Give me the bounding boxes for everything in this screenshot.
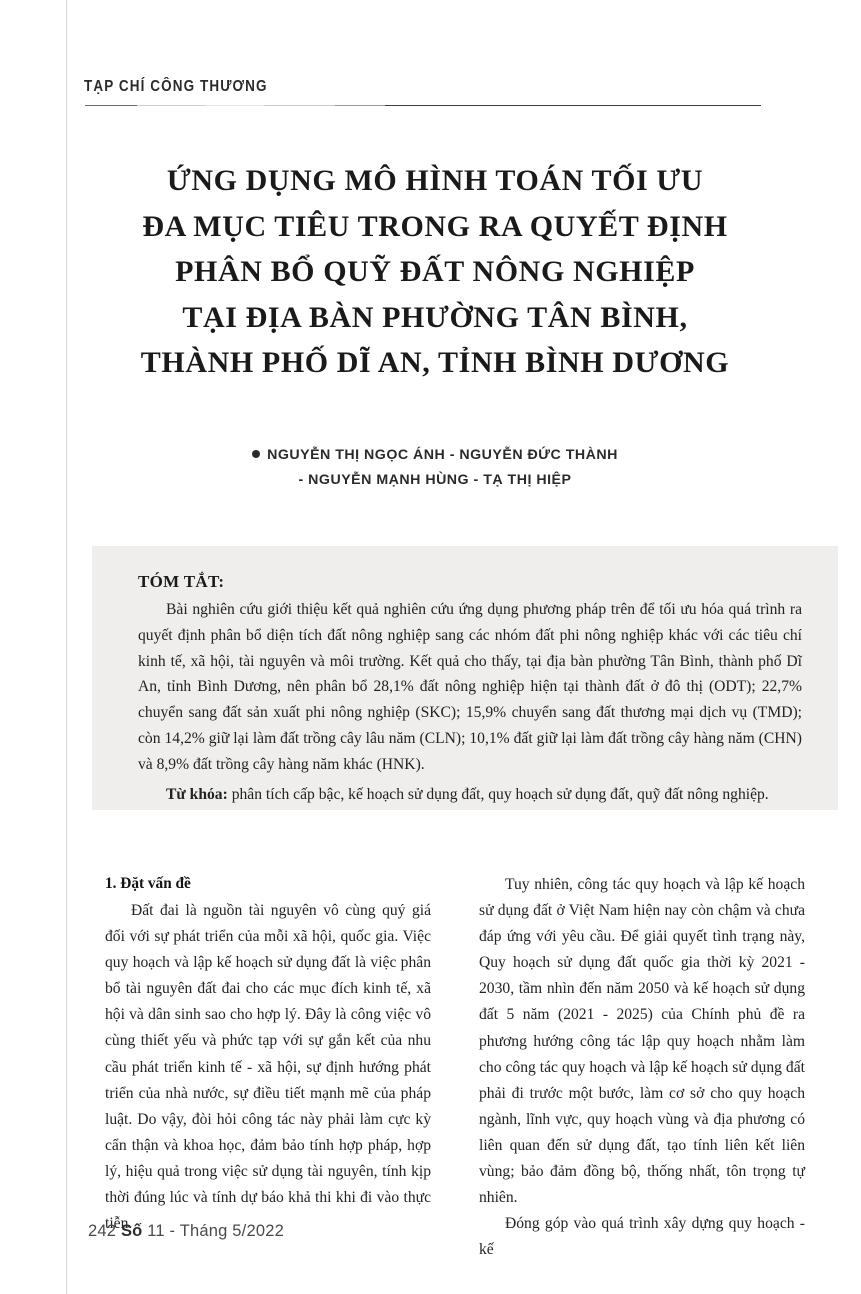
author-line-primary bbox=[70, 443, 800, 468]
title-line-2: ĐA MỤC TIÊU TRONG RA QUYẾT ĐỊNH bbox=[142, 209, 728, 243]
column-left bbox=[105, 872, 431, 1263]
section-heading-1: 1. Đặt vấn đề bbox=[105, 875, 191, 892]
running-head bbox=[84, 76, 784, 94]
bullet-dot-icon bbox=[252, 450, 260, 458]
author-list bbox=[70, 443, 800, 493]
article-title bbox=[70, 158, 800, 386]
paragraph-right-2: Đóng góp vào quá trình xây dựng quy hoạch - kế bbox=[479, 1215, 805, 1259]
title-line-3: PHÂN BỔ QUỸ ĐẤT NÔNG NGHIỆP bbox=[175, 255, 695, 288]
keywords-label: Từ khóa: bbox=[166, 785, 228, 803]
running-head-rule bbox=[85, 105, 761, 106]
body-columns bbox=[105, 872, 805, 1263]
abstract-heading: TÓM TẮT: bbox=[138, 572, 225, 591]
abstract-body: Bài nghiên cứu giới thiệu kết quả nghiên cứu ứng dụng phương pháp trên để tối ưu hóa quá trình ra quyết định phân bổ diện tích đất nông nghiệp sang các nhóm đất phi nông nghiệp khác với các tiêu chí kinh tế, xã hội, tài nguyên và môi trường. Kết quả cho thấy, tại địa bàn phường Tân Bình, thành phố Dĩ An, tỉnh Bình Dương, nên phân bổ 28,1% đất nông nghiệp hiện tại thành đất ở đô thị (ODT); 22,7% chuyển sang đất sản xuất phi nông nghiệp (SKC); 15,9% chuyển sang đất thương mại dịch vụ (TMD); còn 14,2% giữ lại làm đất trồng cây lâu năm (CLN); 10,1% đất giữ lại làm đất trồng cây hàng năm (CHN) và 8,9% đất trồng cây hàng năm khác (HNK). bbox=[138, 601, 802, 773]
paragraph-left-1: Đất đai là nguồn tài nguyên vô cùng quý giá đối với sự phát triển của mỗi xã hội, quốc gia. Việc quy hoạch và lập kế hoạch sử dụng đất là việc phân bổ tài nguyên đất đai cho các mục đích kinh tế, xã hội và dân sinh sao cho hợp lý. Đây là công việc vô cùng thiết yếu và phức tạp với sự gắn kết của nhu cầu phát triển kinh tế - xã hội, sự định hướng phát triển của nhà nước, sự điều tiết mạnh mẽ của pháp luật. Do vậy, đòi hỏi công tác này phải làm cực kỳ cẩn thận và khoa học, đảm bảo tính hợp pháp, hợp lý, hiệu quả trong việc sử dụng tài nguyên, tính kịp thời đúng lúc và tính dự báo khả thi khi đi vào thực tiễn. bbox=[105, 902, 431, 1233]
column-right bbox=[479, 872, 805, 1263]
title-line-5: THÀNH PHỐ DĨ AN, TỈNH BÌNH DƯƠNG bbox=[140, 346, 730, 379]
title-line-4: TẠI ĐỊA BÀN PHƯỜNG TÂN BÌNH, bbox=[182, 300, 688, 334]
abstract-keywords bbox=[138, 782, 802, 808]
journal-name: TẠP CHÍ CÔNG THƯƠNG bbox=[84, 77, 268, 95]
keywords-value: phân tích cấp bậc, kế hoạch sử dụng đất, quy hoạch sử dụng đất, quỹ đất nông nghiệp. bbox=[227, 785, 769, 803]
page-footer bbox=[88, 1222, 284, 1241]
abstract-panel bbox=[92, 546, 838, 810]
title-line-1: ỨNG DỤNG MÔ HÌNH TOÁN TỐI ƯU bbox=[166, 164, 704, 197]
author-names-first: NGUYỄN THỊ NGỌC ÁNH - NGUYỄN ĐỨC THÀNH bbox=[267, 447, 618, 463]
author-line-secondary: - NGUYỄN MẠNH HÙNG - TẠ THỊ HIỆP bbox=[298, 472, 572, 488]
footer-page-number: 242 bbox=[88, 1222, 117, 1240]
footer-issue-label: Số bbox=[120, 1222, 143, 1240]
paragraph-right-1: Tuy nhiên, công tác quy hoạch và lập kế hoạch sử dụng đất ở Việt Nam hiện nay còn chậm và chưa đáp ứng với yêu cầu. Để giải quyết tình trạng này, Quy hoạch sử dụng đất quốc gia thời kỳ 2021 - 2030, tầm nhìn đến năm 2050 và kế hoạch sử dụng đất 5 năm (2021 - 2025) của Chính phủ đề ra phương hướng công tác lập quy hoạch nhằm làm cho công tác quy hoạch và lập kế hoạch sử dụng đất phải đi trước một bước, làm cơ sở cho quy hoạch ngành, lĩnh vực, quy hoạch vùng và địa phương có liên quan đến sử dụng đất, tạo tính liên kết liên vùng; bảo đảm đồng bộ, thống nhất, tôn trọng tự nhiên. bbox=[479, 876, 805, 1207]
footer-issue-detail: 11 - Tháng 5/2022 bbox=[147, 1222, 284, 1240]
page-gutter-line bbox=[66, 0, 67, 1294]
